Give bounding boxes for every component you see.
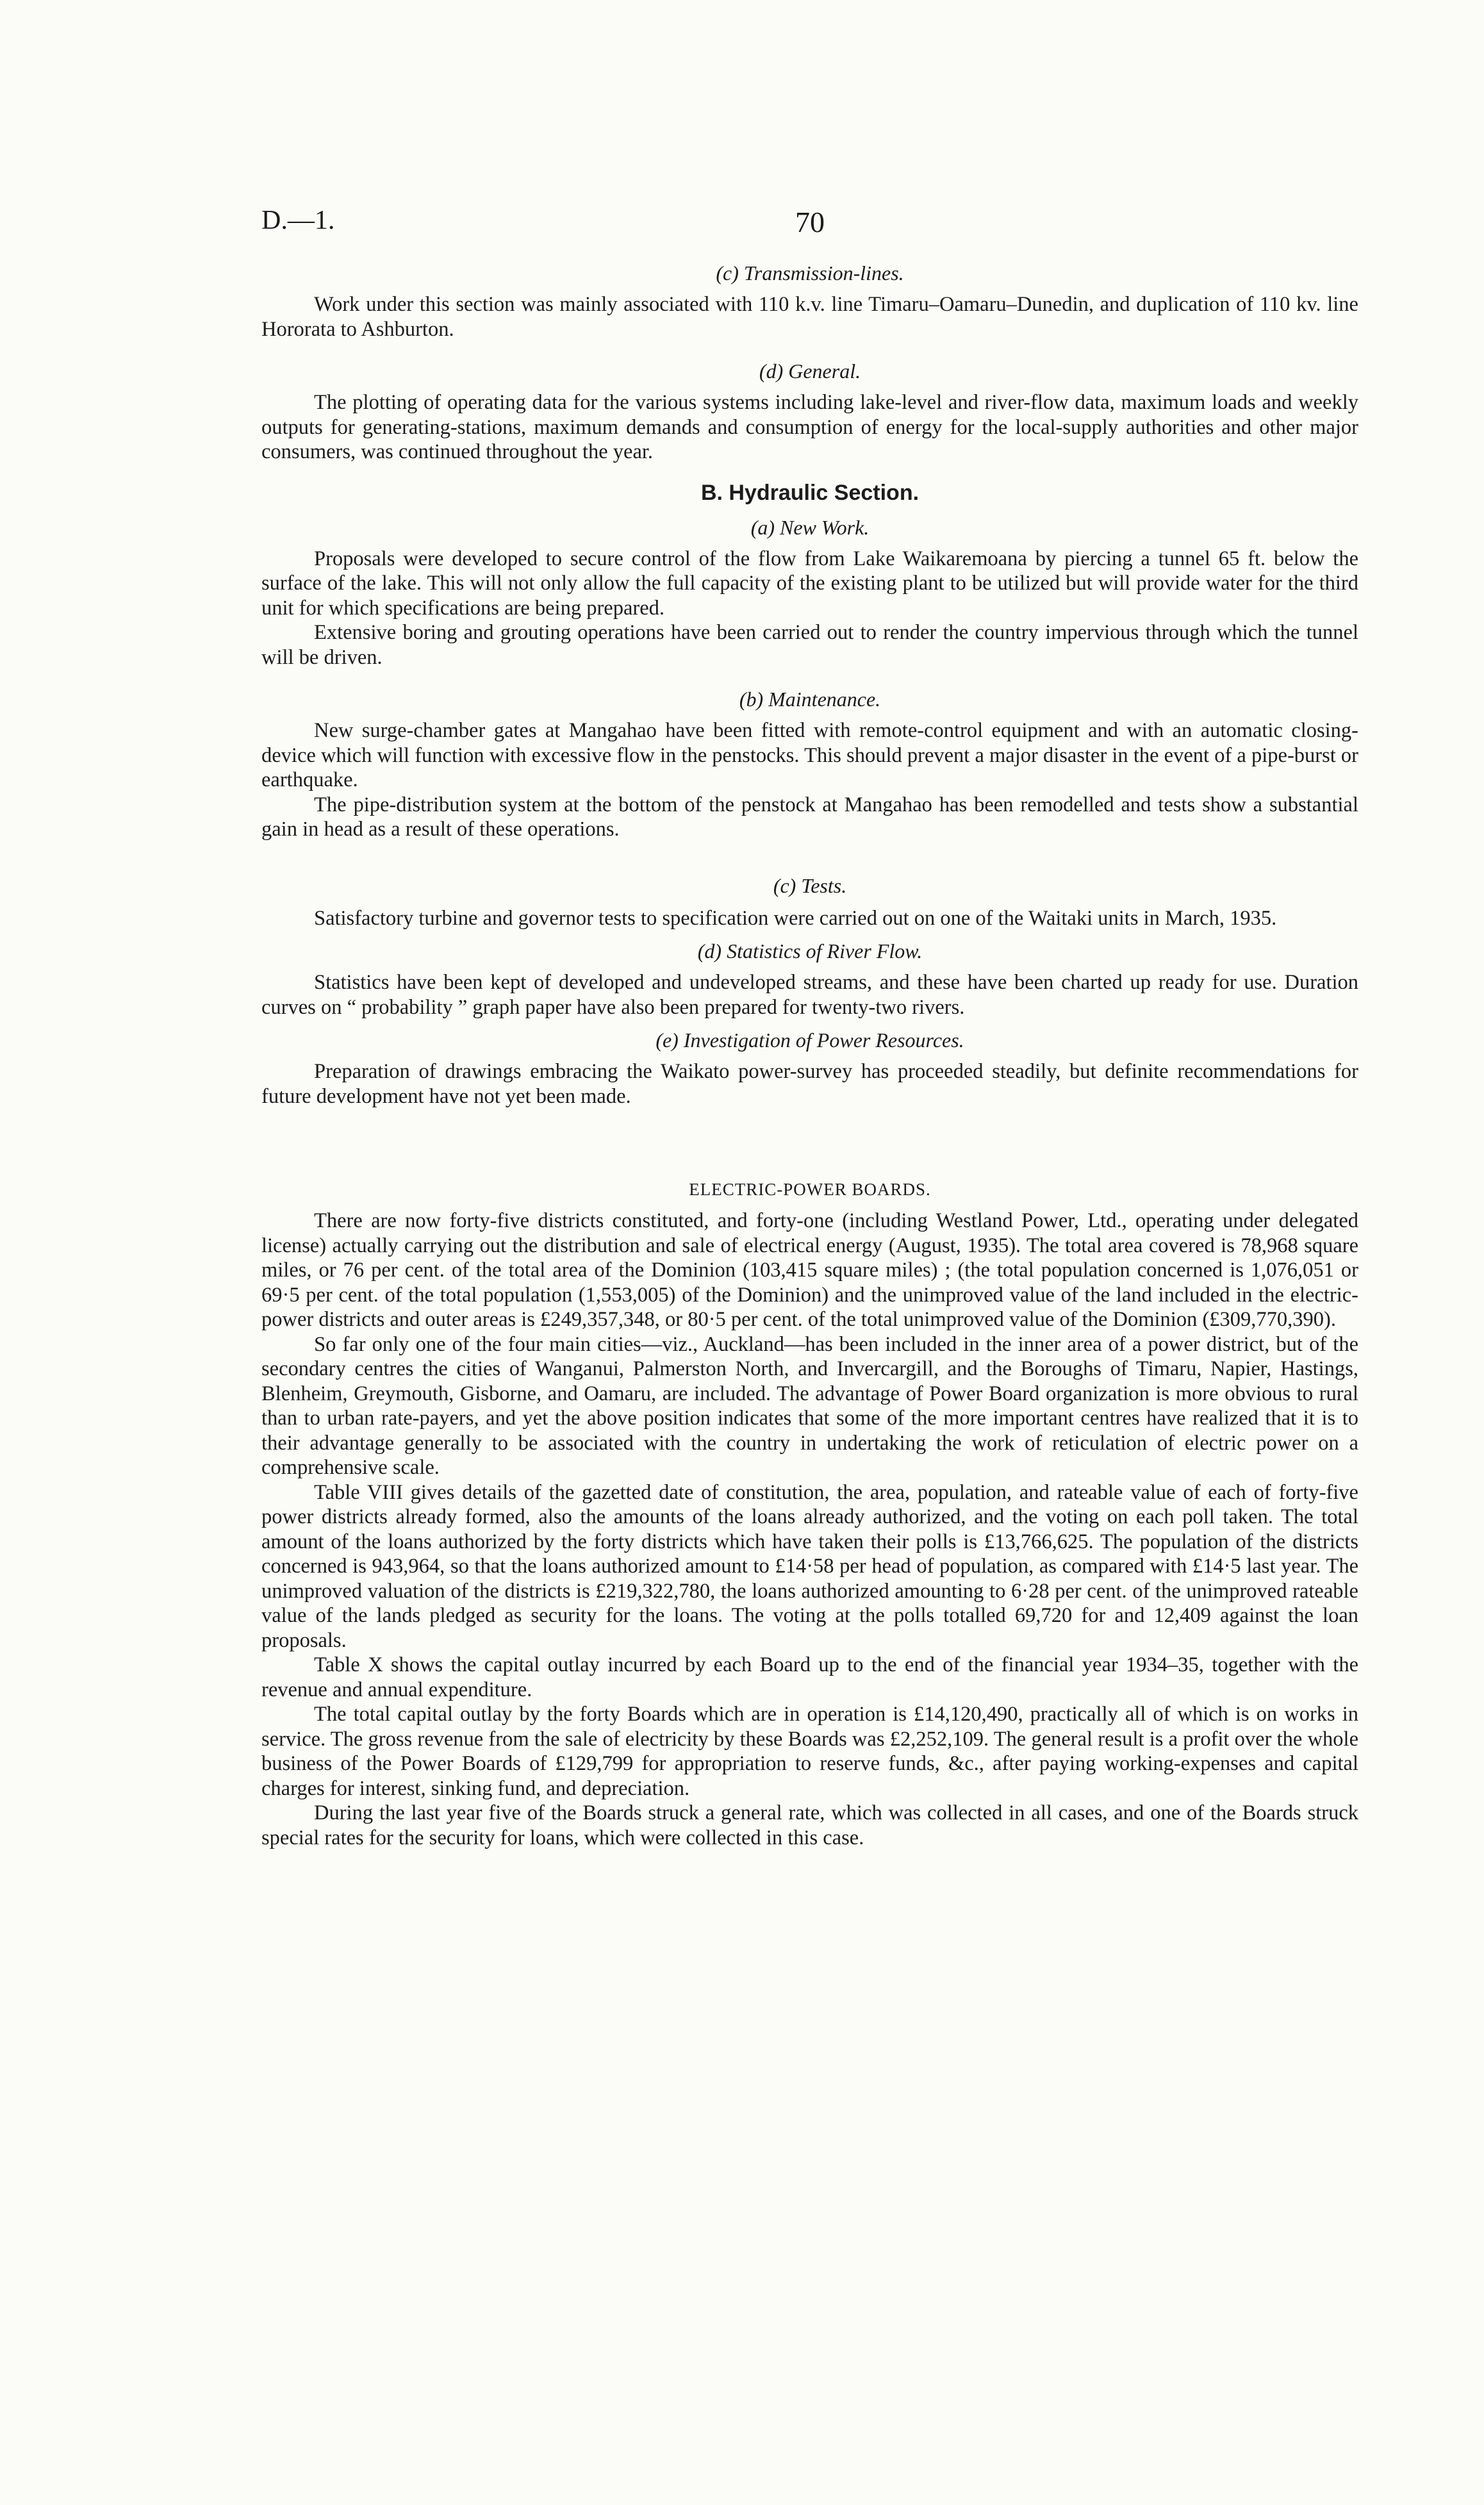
river-flow-heading: (d) Statistics of River Flow. bbox=[697, 939, 923, 963]
page-header bbox=[261, 192, 1358, 244]
power-resources-heading: (e) Investigation of Power Resources. bbox=[655, 1029, 964, 1052]
general-heading: (d) General. bbox=[759, 360, 861, 383]
power-boards-paragraph: The total capital outlay by the forty Boards which are in operation is £14,120,490, practically all of which is on works in service. The gross revenue from the sale of electricity by these Boards was £2,252,109. The general result is a profit over the whole business of the Power Boards of £129,799 for appropriation to reserve funds, &c., after paying working-expenses and capital charges for interest, sinking fund, and depreciation. bbox=[261, 1703, 1358, 1800]
maintenance-paragraph: The pipe-distribution system at the bottom of the penstock at Mangahao has been remodelled and tests show a substantial gain in head as a result of these operations. bbox=[261, 793, 1358, 841]
tests-heading: (c) Tests. bbox=[773, 873, 847, 897]
power-boards-paragraph: So far only one of the four main cities—viz., Auckland—has been included in the inner area of a power district, but of the secondary centres the cities of Wanganui, Palmerston North, and Invercargill, and the Boroughs of Timaru, Napier, Hastings, Blenheim, Greymouth, Gisborne, and Oamaru, are included. The advantage of Power Board organization is more obvious to rural than to urban rate-payers, and yet the above position indicates that some of the more important centres have realized that it is to their advantage generally to be associated with the country in undertaking the work of reticulation of electric power on a comprehensive scale. bbox=[261, 1332, 1358, 1479]
transmission-paragraph: Work under this section was mainly associated with 110 k.v. line Timaru–Oamaru–Dunedin, and duplication of 110 kv. line Hororata to Ashburton. bbox=[261, 293, 1358, 341]
power-boards-paragraph: During the last year five of the Boards struck a general rate, which was collected in all cases, and one of the Boards struck special rates for the security for loans, which were collected in this case. bbox=[261, 1801, 1358, 1849]
document-page bbox=[261, 192, 1358, 1850]
power-boards-paragraph: Table VIII gives details of the gazetted date of constitution, the area, population, and rateable value of each of forty-five power districts already formed, also the amounts of the loans already authorized, and the voting on each poll taken. The total amount of the loans authorized by the forty districts which have taken their polls is £13,766,625. The population of the districts concerned is 943,964, so that the loans authorized amount to £14·58 per head of population, as compared with £14·5 last year. The unimproved valuation of the districts is £219,322,780, the loans authorized amounting to 6·28 per cent. of the unimproved rateable value of the lands pledged as security for the loans. The voting at the polls totalled 69,720 for and 12,409 against the loan proposals. bbox=[261, 1480, 1358, 1652]
power-boards-paragraph: There are now forty-five districts constituted, and forty-one (including Westland Power, Ltd., operating under delegated license) actually carrying out the distribution and sale of electrical energy (August, 1935). The total area covered is 78,968 square miles, or 76 per cent. of the total area of the Dominion (103,415 square miles) ; (the total population concerned is 1,076,051 or 69·5 per cent. of the total population (1,553,005) of the Dominion) and the unimproved value of the land included in the electric-power districts and outer areas is £249,357,348, or 80·5 per cent. of the total unimproved value of the Dominion (£309,770,390). bbox=[261, 1209, 1358, 1331]
river-flow-paragraph: Statistics have been kept of developed and undeveloped streams, and these have been charted up ready for use. Duration curves on “ probability ” graph paper have also been prepared for twenty-two rivers. bbox=[261, 971, 1358, 1019]
new-work-paragraph: Extensive boring and grouting operations have been carried out to render the country impervious through which the tunnel will be driven. bbox=[261, 621, 1358, 669]
maintenance-paragraph: New surge-chamber gates at Mangahao have been fitted with remote-control equipment and with an automatic closing-device which will function with excessive flow in the penstocks. This should prevent a major disaster in the event of a pipe-burst or earthquake. bbox=[261, 719, 1358, 791]
new-work-paragraph: Proposals were developed to secure control of the flow from Lake Waikaremoana by piercing a tunnel 65 ft. below the surface of the lake. This will not only allow the full capacity of the existing plant to be utilized but will provide water for the third unit for which specifications are being prepared. bbox=[261, 547, 1358, 620]
general-paragraph: The plotting of operating data for the various systems including lake-level and river-flow data, maximum loads and weekly outputs for generating-stations, maximum demands and consumption of energy for the local-supply authorities and other major consumers, was continued throughout the year. bbox=[261, 391, 1358, 463]
transmission-lines-heading: (c) Transmission-lines. bbox=[716, 261, 904, 285]
power-resources-paragraph: Preparation of drawings embracing the Waikato power-survey has proceeded steadily, but definite recommendations for future development have not yet been made. bbox=[261, 1060, 1358, 1108]
hydraulic-section-title: B. Hydraulic Section. bbox=[700, 480, 919, 505]
document-reference: D.—1. bbox=[261, 206, 335, 235]
tests-paragraph: Satisfactory turbine and governor tests to specification were carried out on one of the Waitaki units in March, 1935. bbox=[314, 906, 1277, 930]
page-number: 70 bbox=[795, 206, 825, 238]
power-boards-paragraph: Table X shows the capital outlay incurred by each Board up to the end of the financial year 1934–35, together with the revenue and annual expenditure. bbox=[261, 1653, 1358, 1701]
power-boards-heading: ELECTRIC-POWER BOARDS. bbox=[689, 1180, 931, 1199]
maintenance-heading: (b) Maintenance. bbox=[739, 688, 881, 711]
new-work-heading: (a) New Work. bbox=[750, 515, 870, 539]
